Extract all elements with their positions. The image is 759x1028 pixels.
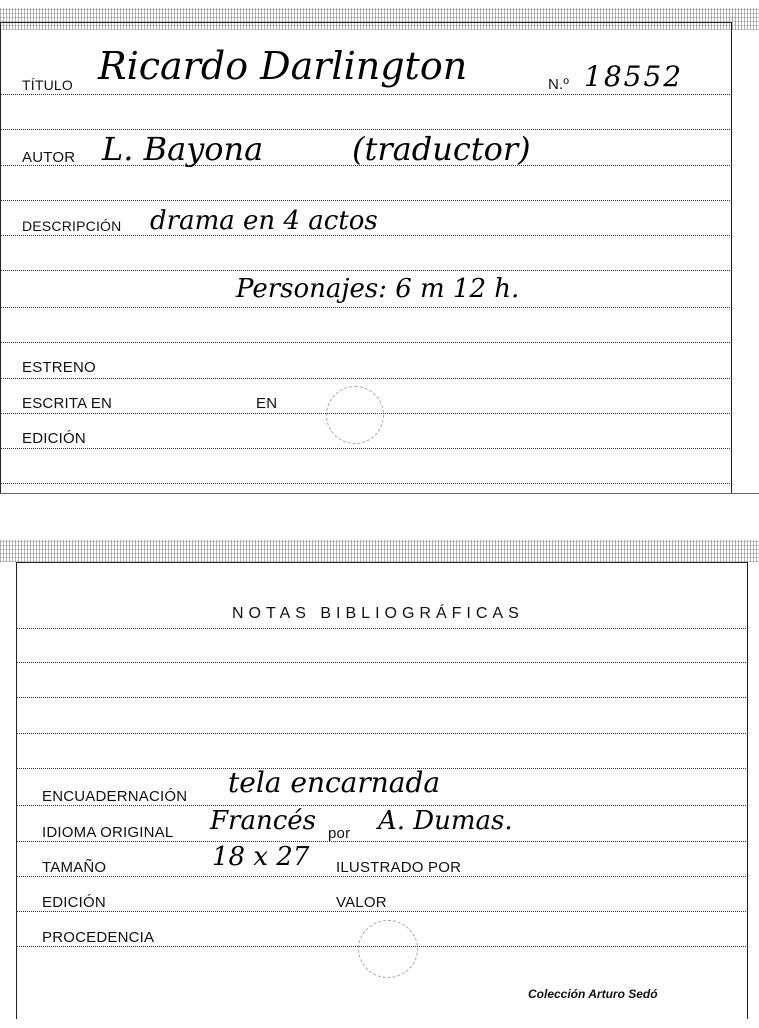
scan-speckle-border	[0, 540, 759, 562]
encuadernacion-label: ENCUADERNACIÓN	[42, 788, 188, 805]
autor-value: L. Bayona	[102, 130, 264, 168]
titulo-label: TÍTULO	[22, 77, 73, 93]
ruled-line	[16, 628, 746, 629]
tamano-label: TAMAÑO	[42, 859, 107, 876]
procedencia-label: PROCEDENCIA	[42, 929, 155, 946]
ruled-line	[0, 94, 730, 95]
descripcion-label: DESCRIPCIÓN	[22, 218, 122, 234]
encuadernacion-value: tela encarnada	[228, 766, 441, 799]
autor-role-value: (traductor)	[352, 130, 531, 168]
autor-label: AUTOR	[22, 149, 76, 166]
por-label: por	[328, 825, 351, 842]
catalog-card-front	[0, 0, 759, 495]
numero-value: 18552	[584, 60, 684, 93]
idioma-original-label: IDIOMA ORIGINAL	[42, 824, 174, 841]
en-label: EN	[256, 395, 278, 412]
ilustrado-por-label: ILUSTRADO POR	[336, 859, 462, 876]
numero-label: N.º	[548, 76, 570, 93]
tamano-value: 18 x 27	[212, 842, 310, 872]
faint-stamp-mark	[358, 920, 418, 978]
ruled-line	[0, 307, 730, 308]
ruled-line	[16, 911, 746, 912]
descripcion-value: drama en 4 actos	[150, 206, 378, 236]
escrita-en-label: ESCRITA EN	[22, 395, 113, 412]
ruled-line	[0, 342, 730, 343]
ruled-line	[0, 483, 730, 484]
faint-stamp-mark	[326, 386, 384, 444]
ruled-line	[0, 270, 730, 271]
estreno-label: ESTRENO	[22, 359, 96, 376]
idioma-original-value: Francés	[210, 806, 317, 836]
card-separator-line	[0, 493, 759, 494]
ruled-line	[16, 876, 746, 877]
collection-credit: Colección Arturo Sedó	[528, 987, 658, 1001]
ruled-line	[0, 378, 730, 379]
valor-label: VALOR	[336, 894, 387, 911]
edicion-label: EDICIÓN	[42, 894, 106, 911]
ruled-line	[16, 697, 746, 698]
por-author-value: A. Dumas.	[378, 806, 513, 836]
titulo-value: Ricardo Darlington	[98, 44, 468, 88]
ruled-line	[16, 733, 746, 734]
ruled-line	[16, 841, 746, 842]
ruled-line	[0, 200, 730, 201]
ruled-line	[16, 662, 746, 663]
notas-bibliograficas-heading: NOTAS BIBLIOGRÁFICAS	[232, 605, 524, 622]
catalog-card-back	[0, 540, 759, 1020]
edicion-label: EDICIÓN	[22, 430, 86, 447]
personajes-value: Personajes: 6 m 12 h.	[236, 274, 520, 304]
ruled-line	[0, 448, 730, 449]
